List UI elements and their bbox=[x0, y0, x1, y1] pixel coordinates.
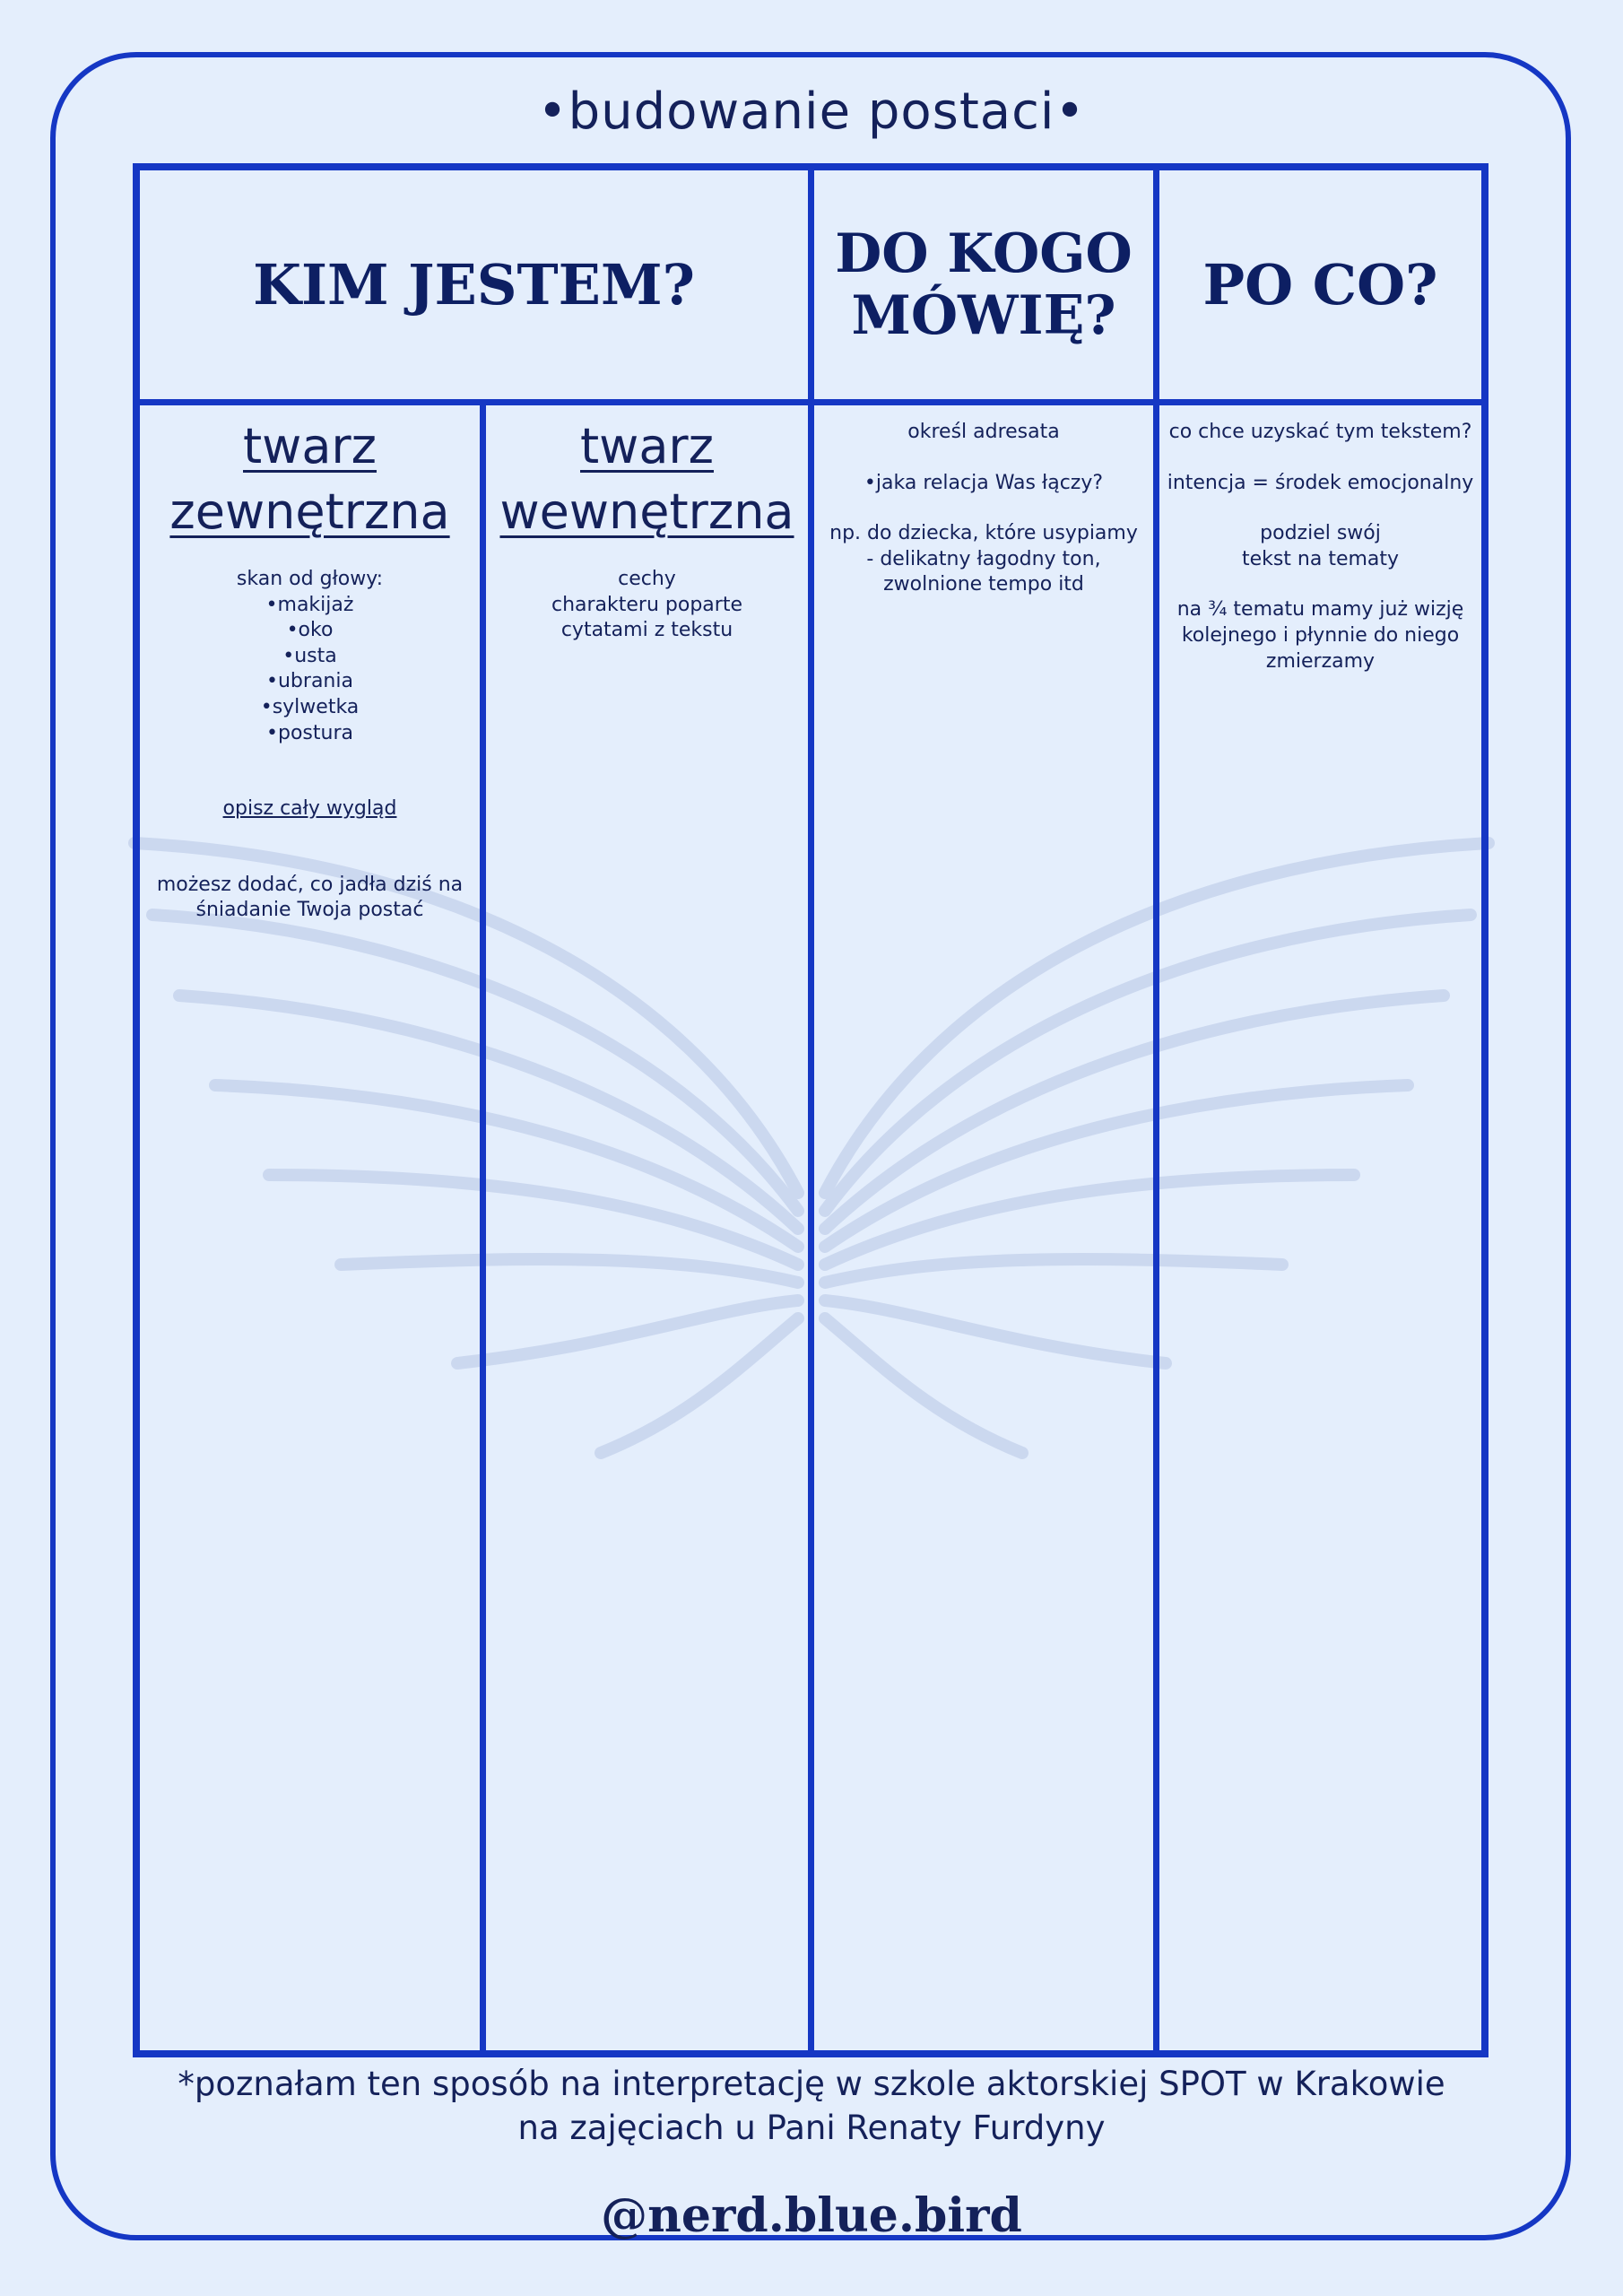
list-item: •postura bbox=[266, 721, 353, 744]
col3-line5: zwolnione tempo itd bbox=[883, 573, 1084, 596]
header-do-kogo-line1: DO KOGO bbox=[835, 222, 1133, 285]
col1-extra-line2: śniadanie Twoja postać bbox=[195, 899, 424, 922]
col4-line7: zmierzamy bbox=[1265, 649, 1376, 673]
list-item: •makijaż bbox=[265, 593, 354, 616]
footnote-line2: na zajęciach u Pani Renaty Furdyny bbox=[517, 2108, 1106, 2147]
header-do-kogo-mowie bbox=[814, 170, 1153, 399]
col2-content bbox=[486, 567, 808, 644]
divider-col-4 bbox=[1153, 163, 1159, 2057]
col1-content bbox=[140, 567, 480, 924]
subheader-outer-line2: zewnętrzna bbox=[169, 483, 450, 540]
col4-line3: podziel swój bbox=[1260, 522, 1381, 545]
list-item: •sylwetka bbox=[260, 695, 360, 718]
col4-line5: na ¾ tematu mamy już wizję bbox=[1176, 598, 1464, 622]
subheader-inner-line2: wewnętrzna bbox=[499, 483, 794, 540]
col4-line6: kolejnego i płynnie do niego bbox=[1181, 623, 1460, 647]
divider-col-2 bbox=[480, 402, 486, 2057]
col1-extra-line1: możesz dodać, co jadła dziś na bbox=[156, 873, 464, 896]
author-handle: @nerd.blue.bird bbox=[601, 2188, 1022, 2243]
header-do-kogo-line2: MÓWIĘ? bbox=[851, 283, 1116, 347]
col2-line1: cechy bbox=[618, 568, 676, 590]
footnote bbox=[0, 2063, 1623, 2151]
col4-line1: co chce uzyskać tym tekstem? bbox=[1168, 421, 1472, 443]
col4-line4: tekst na tematy bbox=[1241, 547, 1400, 570]
col2-line2: charakteru poparte bbox=[551, 593, 742, 616]
col3-line3: np. do dziecka, które usypiamy bbox=[829, 522, 1138, 545]
col1-describe-link: opisz cały wygląd bbox=[222, 797, 397, 821]
subheader-outer-face bbox=[140, 414, 480, 545]
list-item: •usta bbox=[282, 644, 337, 667]
col1-intro: skan od głowy: bbox=[236, 568, 384, 590]
list-item: •ubrania bbox=[266, 670, 353, 693]
subheader-inner-line1: twarz bbox=[580, 418, 714, 474]
subheader-outer-line1: twarz bbox=[243, 418, 377, 474]
header-divider bbox=[133, 399, 1488, 405]
header-kim-jestem: KIM JESTEM? bbox=[253, 251, 695, 317]
footnote-line1: *poznałam ten sposób na interpretację w szkole aktorskiej SPOT w Krakowie bbox=[178, 2065, 1445, 2103]
col3-line4: - delikatny łagodny ton, bbox=[866, 547, 1101, 570]
header-po-co: PO CO? bbox=[1202, 251, 1438, 317]
list-item: •oko bbox=[286, 619, 334, 642]
col3-line2: •jaka relacja Was łączy? bbox=[864, 471, 1104, 494]
col2-line3: cytatami z tekstu bbox=[560, 619, 733, 642]
col3-line1: określ adresata bbox=[907, 421, 1060, 443]
col4-line2: intencja = środek emocjonalny bbox=[1167, 471, 1474, 494]
subheader-inner-face bbox=[486, 414, 808, 545]
page-title: •budowanie postaci• bbox=[537, 83, 1086, 141]
divider-col-3 bbox=[808, 163, 814, 2057]
col3-content bbox=[814, 420, 1153, 598]
col4-content bbox=[1159, 420, 1481, 674]
